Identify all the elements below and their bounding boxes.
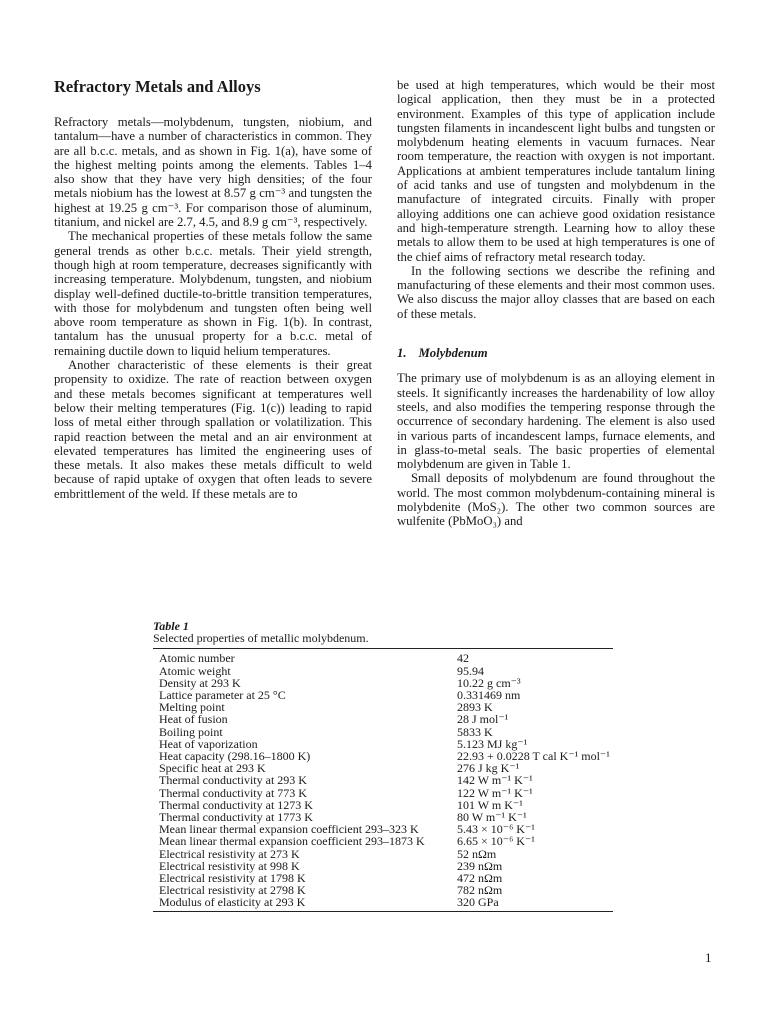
property-value: 22.93 + 0.0228 T cal K⁻¹ mol⁻¹ — [457, 749, 610, 764]
property-value: 276 J kg K⁻¹ — [457, 761, 520, 776]
property-name: Electrical resistivity at 998 K — [159, 858, 300, 873]
property-value: 10.22 g cm⁻³ — [457, 675, 521, 690]
property-name: Thermal conductivity at 293 K — [159, 773, 307, 788]
property-value: 122 W m⁻¹ K⁻¹ — [457, 785, 533, 800]
property-name: Atomic number — [159, 651, 235, 666]
property-value: 95.94 — [457, 663, 484, 678]
table-row — [153, 774, 613, 786]
property-name: Electrical resistivity at 1798 K — [159, 871, 306, 886]
table-row — [153, 896, 613, 908]
table-label: Table 1 — [153, 619, 189, 633]
property-name: Mean linear thermal expansion coefficient 293–323 K — [159, 822, 419, 837]
right-column — [397, 78, 715, 529]
property-name: Density at 293 K — [159, 675, 241, 690]
properties-table — [153, 620, 613, 912]
property-value: 0.331469 nm — [457, 688, 521, 703]
property-value: 320 GPa — [457, 895, 499, 910]
property-name: Thermal conductivity at 1273 K — [159, 797, 313, 812]
property-name: Melting point — [159, 700, 225, 715]
table-caption: Selected properties of metallic molybdenum. — [153, 631, 369, 646]
property-value: 782 nΩm — [457, 883, 503, 898]
property-name: Electrical resistivity at 2798 K — [159, 883, 306, 898]
property-value: 5.43 × 10⁻⁶ K⁻¹ — [457, 822, 535, 837]
left-column — [54, 72, 372, 501]
paragraph: be used at high temperatures, which would be their most logical application, then they must be in a protected environment. Examples of this type of application include tungsten filaments in incandescent light bulbs and tungsten or molybdenum heating elements in vacuum furnaces. Near room temperature, the reaction with oxygen is not important. Applications at ambient temperatures include tantalum lining of acid tanks and use of tungsten and molybdenum in the manufacture of integrated circuits. Finally with proper alloying additions one can achieve good oxidation resistance and high-temperature strength. Learning how to alloy these metals to allow them to be used at high temperatures is one of the chief aims of refractory metal research today. — [397, 78, 715, 264]
property-name: Thermal conductivity at 773 K — [159, 785, 307, 800]
section-number: 1. — [397, 346, 407, 361]
paragraph: Another characteristic of these elements is their great propensity to oxidize. The rate of reaction between oxygen and these metals becomes significant at temperatures well below their melting temperatures (Fig. 1(c)) leading to rapid loss of metal either through spallation or volatilization. This rapid reaction between the metal and an air environment at elevated temperatures has limited the engineering uses of these metals. It also makes these metals difficult to weld because of rapid uptake of oxygen that often leads to severe embrittlement of the weld. If these metals are to — [54, 358, 372, 501]
property-value: 80 W m⁻¹ K⁻¹ — [457, 810, 527, 825]
property-name: Atomic weight — [159, 663, 231, 678]
property-value: 28 J mol⁻¹ — [457, 712, 509, 727]
section-title: Molybdenum — [418, 346, 488, 361]
property-value: 5833 K — [457, 724, 493, 739]
paragraph: Small deposits of molybdenum are found throughout the world. The most common molybdenum-containing mineral is molybdenite (MoS₂). The other two common sources are wulfenite (PbMoO₃) and — [397, 471, 715, 529]
table-row — [153, 787, 613, 799]
article-title: Refractory Metals and Alloys — [54, 77, 261, 96]
property-name: Heat of fusion — [159, 712, 228, 727]
property-value: 5.123 MJ kg⁻¹ — [457, 736, 528, 751]
paragraph: In the following sections we describe the refining and manufacturing of these elements and their most common uses. We also discuss the major alloy classes that are based on each of these metals. — [397, 263, 715, 321]
paragraph: The mechanical properties of these metals follow the same general trends as other b.c.c. metals. Their yield strength, though high at room temperature, decreases significantly with increasing temperature. Molybdenum, tungsten, and niobium display well-defined ductile-to-brittle transition temperatures, with those for molybdenum and tungsten often being well above room temperature as shown in Fig. 1(b). In contrast, tantalum has the unusual property for a b.c.c. metal of remaining ductile down to liquid helium temperatures. — [54, 229, 372, 358]
property-value: 2893 K — [457, 700, 493, 715]
property-name: Thermal conductivity at 1773 K — [159, 810, 313, 825]
table-row — [153, 835, 613, 847]
property-name: Boiling point — [159, 724, 223, 739]
property-name: Electrical resistivity at 273 K — [159, 846, 300, 861]
property-value: 6.65 × 10⁻⁶ K⁻¹ — [457, 834, 535, 849]
right-paragraphs-before — [397, 78, 715, 321]
property-value: 52 nΩm — [457, 846, 497, 861]
property-name: Mean linear thermal expansion coefficient 293–1873 K — [159, 834, 425, 849]
property-name: Heat capacity (298.16–1800 K) — [159, 749, 311, 764]
property-name: Lattice parameter at 25 °C — [159, 688, 286, 703]
paragraph: Refractory metals—molybdenum, tungsten, niobium, and tantalum—have a number of characteristics in common. They are all b.c.c. metals, and as shown in Fig. 1(a), have some of the highest melting points among the elements. Tables 1–4 also show that they have very high densities; of the four metals niobium has the lowest at 8.57 g cm⁻³ and tungsten the highest at 19.25 g cm⁻³. For comparison those of aluminum, titanium, and nickel are 2.7, 4.5, and 8.9 g cm⁻³, respectively. — [54, 115, 372, 230]
table-row — [153, 726, 613, 738]
page-number: 1 — [705, 950, 712, 965]
property-value: 101 W m K⁻¹ — [457, 797, 523, 812]
property-value: 239 nΩm — [457, 858, 503, 873]
paragraph: The primary use of molybdenum is as an alloying element in steels. It significantly increases the hardenability of low alloy steels, and also modifies the tempering response through the occurrence of secondary hardening. The element is also used in various parts of incandescent lamps, furnace elements, and in glass-to-metal seals. The basic properties of elemental molybdenum are given in Table 1. — [397, 371, 715, 472]
left-paragraphs — [54, 115, 372, 501]
right-paragraphs-after — [397, 371, 715, 528]
table-body — [153, 649, 613, 910]
property-value: 142 W m⁻¹ K⁻¹ — [457, 773, 533, 788]
section-heading — [397, 346, 715, 360]
property-name: Specific heat at 293 K — [159, 761, 266, 776]
table-row — [153, 713, 613, 725]
table-row — [153, 652, 613, 664]
property-value: 472 nΩm — [457, 871, 503, 886]
table-row — [153, 665, 613, 677]
property-name: Heat of vaporization — [159, 736, 258, 751]
property-name: Modulus of elasticity at 293 K — [159, 895, 306, 910]
table-bottom-rule — [153, 911, 613, 912]
property-value: 42 — [457, 651, 469, 666]
